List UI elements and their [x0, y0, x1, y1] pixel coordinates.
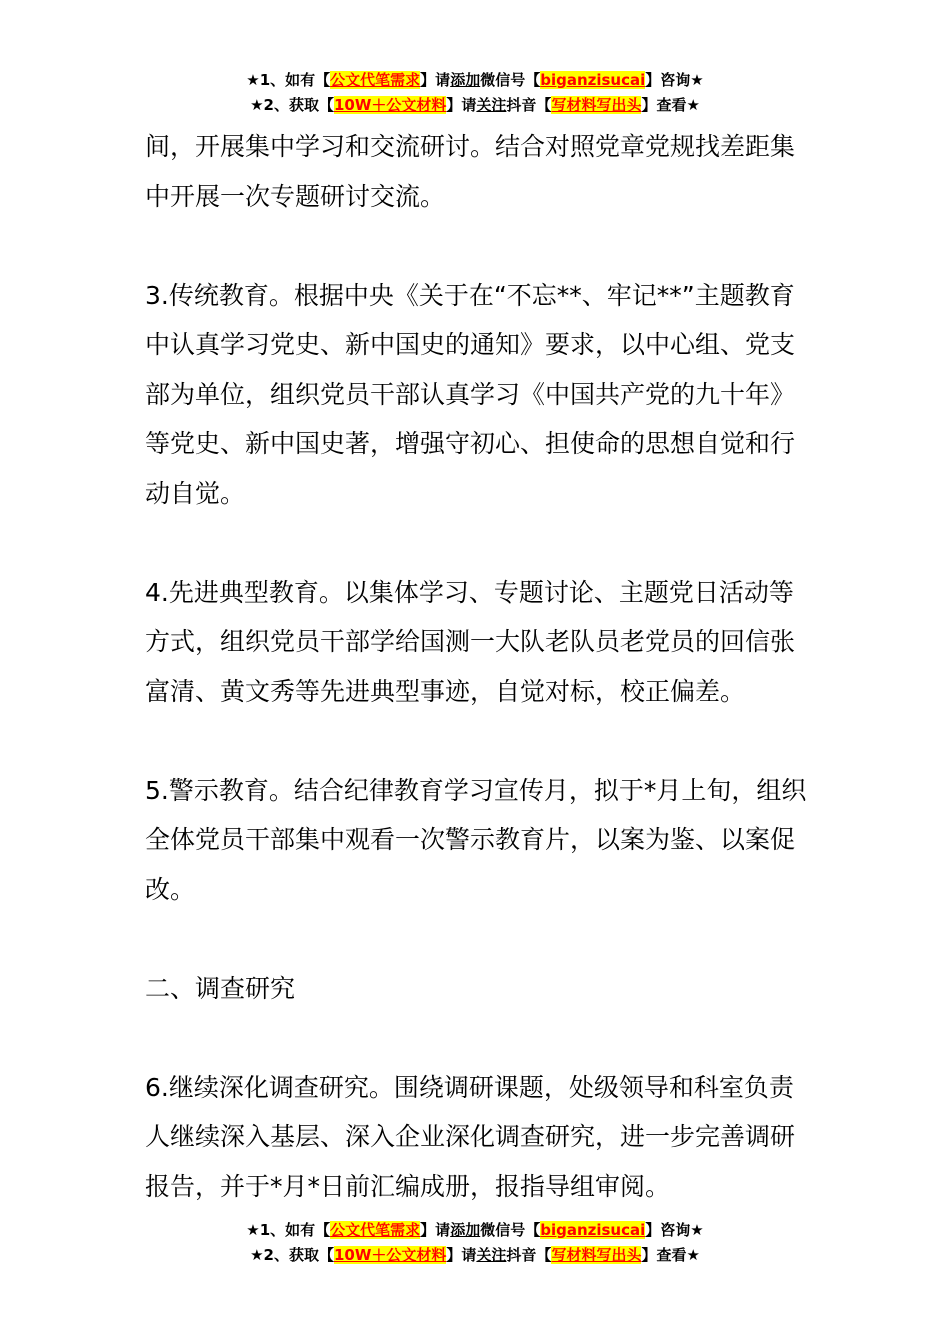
banner-text: ★2、获取【 — [250, 1246, 334, 1264]
paragraph-warning-education: 5.警示教育。结合纪律教育学习宣传月，拟于*月上旬，组织全体党员干部集中观看一次警示教育片，以案为鉴、以案促改。 — [145, 775, 807, 904]
banner-text: 】请 — [420, 1221, 451, 1239]
banner-highlight: 10W＋公文材料 — [333, 96, 447, 114]
banner-text: 】请 — [420, 71, 451, 89]
banner-text: ★1、如有【 — [246, 1221, 331, 1239]
banner-underline: 添加 — [450, 1221, 481, 1239]
banner-text: 】查看★ — [641, 1246, 700, 1264]
banner-text: ★1、如有【 — [246, 71, 331, 89]
banner-highlight: 写材料写出头 — [551, 96, 642, 114]
banner-underline: 关注 — [476, 96, 507, 114]
banner-text: 抖音【 — [506, 1246, 552, 1264]
banner-text: 】查看★ — [641, 96, 700, 114]
paragraph-deepen-research: 6.继续深化调查研究。围绕调研课题，处级领导和科室负责人继续深入基层、深入企业深化调查研究，进一步完善调研报告，并于*月*日前汇编成册，报指导组审阅。 — [145, 1072, 796, 1201]
banner-underline: 添加 — [450, 71, 481, 89]
banner-text: 】咨询★ — [645, 71, 704, 89]
banner-highlight: 10W＋公文材料 — [333, 1246, 447, 1264]
footer-banner — [0, 1218, 950, 1268]
banner-text: 】请 — [446, 1246, 477, 1264]
banner-highlight: 公文代笔需求 — [330, 1221, 421, 1239]
banner-text: 】请 — [446, 96, 477, 114]
banner-highlight: biganzisucai — [540, 71, 646, 89]
paragraph-exemplar-education: 4.先进典型教育。以集体学习、专题讨论、主题党日活动等方式，组织党员干部学给国测一大队老队员老党员的回信张富清、黄文秀等先进典型事迹，自觉对标，校正偏差。 — [145, 577, 796, 706]
banner-line-1 — [0, 68, 950, 93]
banner-line-2 — [0, 1243, 950, 1268]
banner-highlight: biganzisucai — [540, 1221, 646, 1239]
header-banner — [0, 68, 950, 118]
paragraph-traditional-education: 3.传统教育。根据中央《关于在“不忘**、牢记**”主题教育中认真学习党史、新中国史的通知》要求，以中心组、党支部为单位，组织党员干部认真学习《中国共产党的九十年》等党史、新中国史著，增强守初心、担使命的思想自觉和行动自觉。 — [145, 280, 796, 508]
banner-text: 抖音【 — [506, 96, 552, 114]
banner-text: 微信号【 — [480, 1221, 541, 1239]
banner-text: ★2、获取【 — [250, 96, 334, 114]
banner-underline: 关注 — [476, 1246, 507, 1264]
banner-text: 】咨询★ — [645, 1221, 704, 1239]
banner-line-1 — [0, 1218, 950, 1243]
banner-text: 微信号【 — [480, 71, 541, 89]
banner-highlight: 写材料写出头 — [551, 1246, 642, 1264]
section-heading-research: 二、调查研究 — [145, 973, 296, 1003]
banner-line-2 — [0, 93, 950, 118]
banner-highlight: 公文代笔需求 — [330, 71, 421, 89]
document-body — [145, 122, 810, 1211]
paragraph-continuation: 间，开展集中学习和交流研讨。结合对照党章党规找差距集中开展一次专题研讨交流。 — [145, 132, 796, 211]
